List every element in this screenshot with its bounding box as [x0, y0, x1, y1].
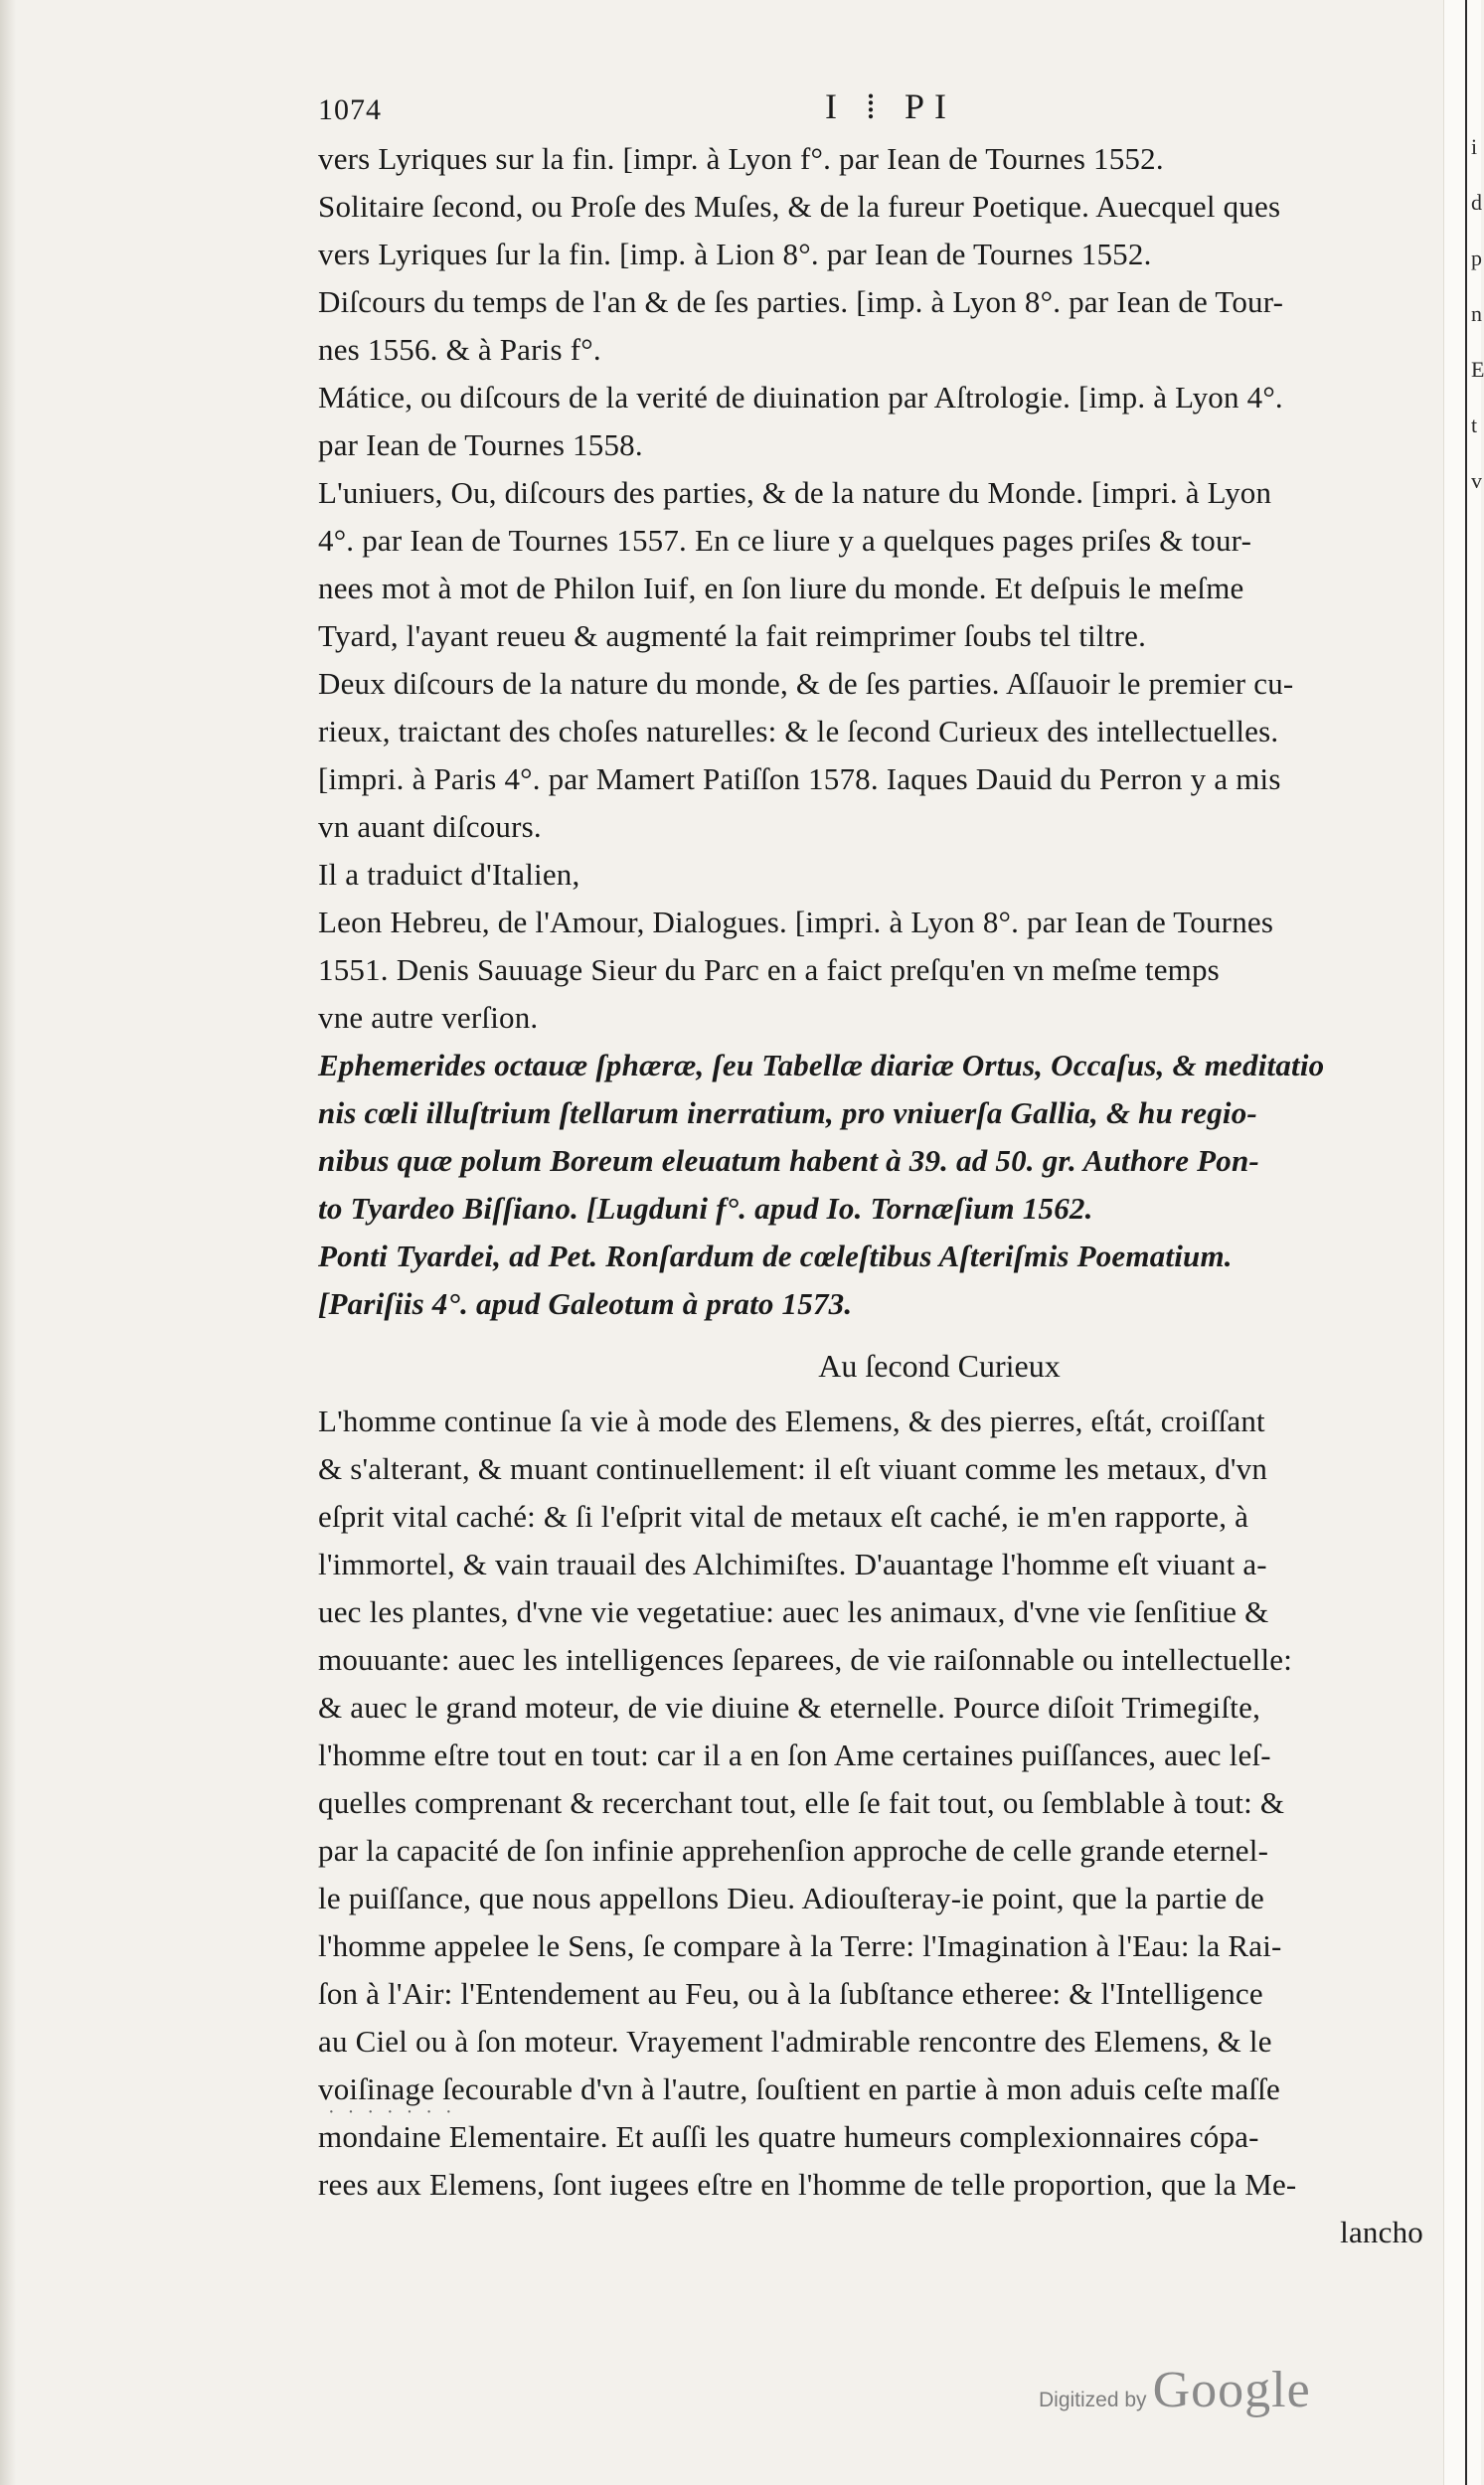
text-line: 4°. par Iean de Tournes 1557. En ce liure y a quelques pages priſes & tour- — [318, 523, 1252, 558]
gutter-fragment: E — [1471, 357, 1484, 382]
text-line: vers Lyriques ſur la fin. [imp. à Lion 8°. par Iean de Tournes 1552. — [318, 237, 1152, 271]
text-line: L'uniuers, Ou, diſcours des parties, & de la nature du Monde. [impri. à Lyon — [318, 475, 1272, 510]
text-line: & s'alterant, & muant continuellement: il eſt viuant comme les metaux, d'vn — [318, 1451, 1268, 1486]
text-line: 1551. Denis Sauuage Sieur du Parc en a faict preſqu'en vn meſme temps — [318, 952, 1220, 987]
text-line: nes 1556. & à Paris f°. — [318, 332, 601, 367]
italic-line: to Tyardeo Biſſiano. [Lugduni f°. apud Io. Tornæſium 1562. — [318, 1191, 1093, 1226]
book-page — [318, 85, 1441, 2256]
translation-entries — [318, 899, 1441, 1042]
translated-heading: Il a traduict d'Italien, — [318, 857, 580, 892]
text-line: [impri. à Paris 4°. par Mamert Patiſſon 1578. Iaques Dauid du Perron y a mis — [318, 761, 1281, 796]
bibliography-entries — [318, 135, 1441, 851]
text-line: quelles comprenant & recerchant tout, elle ſe fait tout, ou ſemblable à tout: & — [318, 1785, 1285, 1820]
italic-line: nis cœli illuſtrium ſtellarum inerratium, pro vniuerſa Gallia, & hu regio- — [318, 1095, 1257, 1130]
page-header — [318, 85, 1441, 135]
gutter-fragment: i — [1471, 134, 1478, 159]
text-line: rieux, traictant des choſes naturelles: & le ſecond Curieux des intellectuelles. — [318, 714, 1279, 748]
text-line: par la capacité de ſon infinie apprehenſion approche de celle grande eternel- — [318, 1833, 1269, 1868]
section-title: Au ſecond Curieux — [818, 1348, 1061, 1384]
text-line: mondaine Elementaire. Et auſſi les quatre humeurs complexionnaires cópa- — [318, 2119, 1259, 2154]
text-line: vne autre verſion. — [318, 1000, 539, 1035]
footer-marks: · · · · · · · — [328, 2101, 456, 2123]
text-line: le puiſſance, que nous appellons Dieu. Adiouſteray-ie point, que la partie de — [318, 1881, 1265, 1915]
page-number: 1074 — [318, 93, 382, 126]
text-line: & auec le grand moteur, de vie diuine & eternelle. Pource diſoit Trimegiſte, — [318, 1690, 1261, 1725]
text-line: mouuante: auec les intelligences ſeparees, de vie raiſonnable ou intellectuelle: — [318, 1642, 1293, 1677]
watermark-prefix: Digitized by — [1039, 2389, 1147, 2411]
text-line: eſprit vital caché: & ſi l'eſprit vital de metaux eſt caché, ie m'en rapporte, à — [318, 1499, 1249, 1534]
body-paragraph — [318, 1398, 1441, 2209]
text-line: nees mot à mot de Philon Iuif, en ſon liure du monde. Et deſpuis le meſme — [318, 571, 1244, 605]
text-line: voiſinage ſecourable d'vn à l'autre, ſouſtient en partie à mon aduis ceſte maſſe — [318, 2071, 1281, 2106]
text-line: l'homme eſtre tout en tout: car il a en ſon Ame certaines puiſſances, auec leſ- — [318, 1738, 1271, 1772]
text-line: Tyard, l'ayant reueu & augmenté la fait reimprimer ſoubs tel tiltre. — [318, 618, 1147, 653]
gutter-fragment: n — [1471, 301, 1482, 326]
gutter-rule — [1465, 0, 1467, 2485]
text-line: Diſcours du temps de l'an & de ſes parties. [imp. à Lyon 8°. par Iean de Tour- — [318, 284, 1284, 319]
text-line: Solitaire ſecond, ou Proſe des Muſes, & de la fureur Poetique. Auecquel ques — [318, 189, 1281, 224]
catchword: lancho — [1340, 2215, 1423, 2249]
text-line: par Iean de Tournes 1558. — [318, 427, 643, 462]
text-line: Deux diſcours de la nature du monde, & de ſes parties. Aſſauoir le premier cu- — [318, 666, 1294, 701]
italic-line: [Pariſiis 4°. apud Galeotum à prato 1573. — [318, 1286, 853, 1321]
gutter-fragment: t — [1471, 413, 1478, 437]
facing-page-fragments — [1471, 119, 1484, 509]
gutter-fragment: v — [1471, 468, 1482, 493]
latin-entries — [318, 1042, 1441, 1328]
text-line: l'immortel, & vain trauail des Alchimiſtes. D'auantage l'homme eſt viuant a- — [318, 1547, 1267, 1581]
italic-line: nibus quæ polum Boreum eleuatum habent à 39. ad 50. gr. Authore Pon- — [318, 1143, 1259, 1178]
watermark-brand: Google — [1152, 2362, 1311, 2418]
text-line: vn auant diſcours. — [318, 809, 542, 844]
gutter-fragment: d — [1471, 190, 1482, 215]
text-line: l'homme appelee le Sens, ſe compare à la Terre: l'Imagination à l'Eau: la Rai- — [318, 1928, 1282, 1963]
italic-line: Ephemerides octauæ ſphæræ, ſeu Tabellæ diariæ Ortus, Occaſus, & meditatio — [318, 1048, 1325, 1082]
text-line: rees aux Elemens, ſont iugees eſtre en l'homme de telle proportion, que la Me- — [318, 2167, 1297, 2202]
text-line: uec les plantes, d'vne vie vegetatiue: auec les animaux, d'vne vie ſenſitiue & — [318, 1594, 1269, 1629]
scan-edge — [0, 0, 16, 2485]
text-line: L'homme continue ſa vie à mode des Elemens, & des pierres, eſtát, croiſſant — [318, 1404, 1265, 1438]
gutter-fragment: p — [1471, 246, 1482, 270]
text-line: Mátice, ou diſcours de la verité de diuination par Aſtrologie. [imp. à Lyon 4°. — [318, 380, 1283, 414]
digitization-watermark — [1039, 2361, 1311, 2419]
running-head: I ⁞ PI — [825, 86, 956, 126]
italic-line: Ponti Tyardei, ad Pet. Ronſardum de cœleſtibus Aſteriſmis Poematium. — [318, 1239, 1233, 1273]
text-line: ſon à l'Air: l'Entendement au Feu, ou à la ſubſtance etheree: & l'Intelligence — [318, 1976, 1263, 2011]
text-line: Leon Hebreu, de l'Amour, Dialogues. [impri. à Lyon 8°. par Iean de Tournes — [318, 905, 1274, 939]
text-line: au Ciel ou à ſon moteur. Vrayement l'admirable rencontre des Elemens, & le — [318, 2024, 1272, 2059]
text-line: vers Lyriques sur la fin. [impr. à Lyon f°. par Iean de Tournes 1552. — [318, 141, 1164, 176]
